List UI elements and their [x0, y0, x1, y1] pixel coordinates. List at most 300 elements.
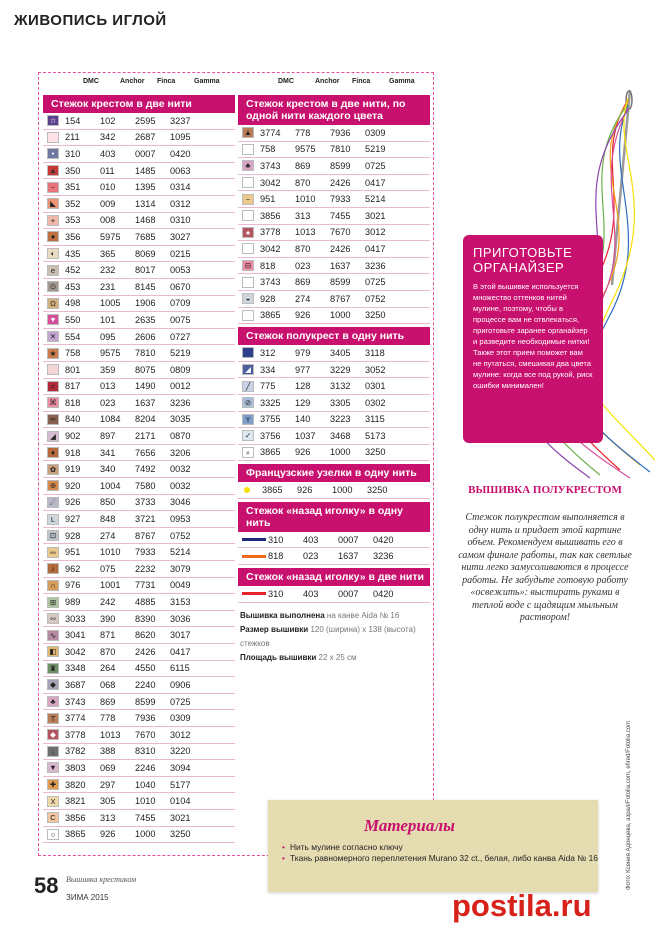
table-row	[43, 777, 235, 794]
cell-dmc: 452	[65, 265, 81, 276]
cell-finca: 8767	[135, 530, 156, 541]
color-symbol-icon: ∾	[47, 547, 59, 558]
cell-gamma: 0215	[170, 248, 191, 259]
cell-dmc: 927	[65, 514, 81, 525]
cell-dmc: 775	[260, 381, 276, 392]
color-symbol-icon: ✂	[47, 414, 59, 425]
color-symbol-icon: ◆	[47, 679, 59, 690]
cell-gamma: 0725	[365, 160, 386, 171]
color-symbol-icon: ◢	[242, 364, 254, 375]
cell-dmc: 989	[65, 597, 81, 608]
cell-anchor: 926	[295, 447, 311, 458]
cell-anchor: 926	[295, 310, 311, 321]
cell-gamma: 0310	[170, 215, 191, 226]
cell-finca: 3721	[135, 514, 156, 525]
cell-finca: 8145	[135, 281, 156, 292]
cell-dmc: 3865	[260, 310, 281, 321]
cell-anchor: 1013	[295, 227, 316, 238]
cell-gamma: 3236	[373, 551, 394, 562]
column-headers	[238, 78, 430, 92]
cell-finca: 7492	[135, 464, 156, 475]
cell-finca: 3405	[330, 347, 351, 358]
color-symbol-icon: Y	[242, 414, 254, 425]
color-symbol-icon: ★	[47, 348, 59, 359]
color-symbol-icon: ●	[47, 231, 59, 242]
cell-dmc: 550	[65, 314, 81, 325]
cell-dmc: 818	[65, 397, 81, 408]
table-row	[43, 412, 235, 429]
col-dmc: DMC	[278, 78, 294, 85]
cell-dmc: 3774	[65, 713, 86, 724]
table-row	[238, 208, 430, 225]
table-row	[43, 793, 235, 810]
section-title: Стежок «назад иголку» в одну нить	[238, 502, 430, 532]
cell-dmc: 818	[268, 551, 284, 562]
cell-finca: 8599	[330, 160, 351, 171]
table-row	[43, 644, 235, 661]
info-size-value: 120 (ширина) x 138 (высота) стежков	[240, 624, 416, 648]
color-symbol-icon: ∿	[47, 630, 59, 641]
cell-dmc: 310	[268, 588, 284, 599]
cell-dmc: 3865	[260, 447, 281, 458]
cell-anchor: 342	[100, 132, 116, 143]
cell-dmc: 351	[65, 182, 81, 193]
table-row	[43, 627, 235, 644]
cell-dmc: 962	[65, 563, 81, 574]
cell-anchor: 926	[297, 485, 313, 496]
table-row	[238, 345, 430, 362]
col-gamma: Gamma	[194, 78, 220, 85]
color-symbol-icon: X	[47, 796, 59, 807]
cell-gamma: 3021	[365, 210, 386, 221]
magazine-logo: Вышивка крестиком	[66, 875, 137, 884]
cell-anchor: 871	[100, 630, 116, 641]
table-row	[43, 279, 235, 296]
cell-anchor: 1010	[295, 194, 316, 205]
info-area	[240, 651, 430, 665]
organizer-tip-box	[463, 235, 603, 443]
section-title: Французские узелки в одну нить	[238, 464, 430, 482]
cell-anchor: 102	[100, 115, 116, 126]
cell-dmc: 3743	[260, 277, 281, 288]
cell-dmc: 3778	[260, 227, 281, 238]
cell-anchor: 340	[100, 464, 116, 475]
table-row	[43, 312, 235, 329]
color-key-left	[43, 78, 235, 843]
cell-gamma: 0727	[170, 331, 191, 342]
table-row	[238, 158, 430, 175]
cell-anchor: 870	[100, 646, 116, 657]
cell-anchor: 140	[295, 414, 311, 425]
cell-gamma: 0309	[170, 713, 191, 724]
cell-anchor: 5975	[100, 231, 121, 242]
table-row	[238, 308, 430, 325]
cell-dmc: 3687	[65, 679, 86, 690]
cell-finca: 8767	[330, 293, 351, 304]
cell-anchor: 1005	[100, 298, 121, 309]
cell-dmc: 3820	[65, 779, 86, 790]
cell-finca: 7936	[135, 713, 156, 724]
info-size-label: Размер вышивки	[240, 624, 309, 634]
table-row	[43, 461, 235, 478]
cell-gamma: 3094	[170, 762, 191, 773]
cell-anchor: 101	[100, 314, 116, 325]
cell-dmc: 840	[65, 414, 81, 425]
cell-gamma: 3021	[170, 812, 191, 823]
color-symbol-icon	[242, 243, 254, 254]
cell-finca: 2240	[135, 679, 156, 690]
cell-anchor: 850	[100, 497, 116, 508]
cell-finca: 2606	[135, 331, 156, 342]
cell-finca: 7656	[135, 447, 156, 458]
color-symbol-icon: ◆	[47, 729, 59, 740]
cell-anchor: 926	[100, 829, 116, 840]
cell-anchor: 023	[303, 551, 319, 562]
cell-dmc: 817	[65, 381, 81, 392]
cell-anchor: 341	[100, 447, 116, 458]
color-symbol-icon: ◣	[47, 198, 59, 209]
color-symbol-icon: ♜	[47, 663, 59, 674]
cell-dmc: 3865	[262, 485, 283, 496]
cell-dmc: 3041	[65, 630, 86, 641]
cell-finca: 0007	[135, 148, 156, 159]
info-done-label: Вышивка выполнена	[240, 610, 325, 620]
table-row	[43, 146, 235, 163]
table-row	[43, 827, 235, 844]
cell-gamma: 0312	[170, 198, 191, 209]
cell-dmc: 3042	[65, 646, 86, 657]
cell-gamma: 3046	[170, 497, 191, 508]
cell-gamma: 3153	[170, 597, 191, 608]
cell-anchor: 388	[100, 746, 116, 757]
table-row	[43, 594, 235, 611]
info-area-value: 22 x 25 см	[316, 652, 357, 662]
cell-gamma: 0725	[170, 696, 191, 707]
cell-finca: 1000	[330, 447, 351, 458]
cell-finca: 2687	[135, 132, 156, 143]
color-symbol-icon: ▼	[47, 762, 59, 773]
table-row	[238, 258, 430, 275]
table-row	[43, 262, 235, 279]
color-symbol-icon	[242, 310, 254, 321]
cell-finca: 1637	[338, 551, 359, 562]
cell-dmc: 334	[260, 364, 276, 375]
table-row	[43, 727, 235, 744]
color-symbol-icon: ▲	[47, 165, 59, 176]
color-symbol-icon: ✿	[47, 464, 59, 475]
color-symbol-icon: ◐	[47, 248, 59, 259]
cell-finca: 7685	[135, 231, 156, 242]
cell-gamma: 3250	[170, 829, 191, 840]
cell-anchor: 359	[100, 364, 116, 375]
color-symbol-icon: ∾	[47, 613, 59, 624]
table-row	[238, 378, 430, 395]
materials-list	[268, 842, 598, 864]
table-row	[43, 445, 235, 462]
page-header-title: ЖИВОПИСЬ ИГЛОЙ	[14, 12, 167, 29]
cell-anchor: 128	[295, 381, 311, 392]
cell-dmc: 154	[65, 115, 81, 126]
table-row	[43, 329, 235, 346]
table-row	[43, 428, 235, 445]
organizer-title: ПРИГОТОВЬТЕ ОРГАНАЙЗЕР	[473, 245, 573, 275]
info-done-value: на канве Aida № 16	[324, 610, 400, 620]
color-symbol-icon: ↓	[47, 746, 59, 757]
cell-anchor: 1004	[100, 480, 121, 491]
cell-anchor: 232	[100, 265, 116, 276]
col-gamma: Gamma	[389, 78, 415, 85]
color-symbol-icon: ✓	[242, 430, 254, 441]
cell-finca: 1906	[135, 298, 156, 309]
cell-anchor: 129	[295, 397, 311, 408]
cell-anchor: 313	[100, 812, 116, 823]
french-knot-icon	[244, 487, 250, 493]
cell-gamma: 3036	[170, 613, 191, 624]
table-row	[43, 246, 235, 263]
cell-dmc: 976	[65, 580, 81, 591]
cell-gamma: 0075	[170, 314, 191, 325]
cell-dmc: 920	[65, 480, 81, 491]
cell-anchor: 848	[100, 514, 116, 525]
table-row	[43, 163, 235, 180]
table-row	[238, 548, 430, 565]
cell-gamma: 3250	[365, 447, 386, 458]
cell-finca: 8017	[135, 265, 156, 276]
half-cross-text: Стежок полукрестом выполняется в одну нить и придает этой картине объем. Рекомендуем вышивать его в самом финале работы, так как светлые нити легко замусоливаются в процессе работы. Не забудьте готовую работу «освежить»: выстирать руками в теплой воде с щадящим мыльным раствором!	[458, 512, 632, 623]
color-symbol-icon: ◢	[47, 431, 59, 442]
table-row	[238, 142, 430, 159]
info-done	[240, 609, 430, 623]
cell-gamma: 5177	[170, 779, 191, 790]
cell-finca: 8599	[330, 277, 351, 288]
cell-dmc: 801	[65, 364, 81, 375]
cell-gamma: 0420	[170, 148, 191, 159]
cell-anchor: 009	[100, 198, 116, 209]
cell-anchor: 011	[100, 165, 115, 176]
cell-dmc: 3325	[260, 397, 281, 408]
cell-finca: 3229	[330, 364, 351, 375]
cell-anchor: 1010	[100, 547, 121, 558]
table-row	[238, 225, 430, 242]
cell-finca: 7810	[135, 348, 156, 359]
column-headers	[43, 78, 235, 92]
cell-gamma: 5219	[170, 348, 191, 359]
table-row	[238, 175, 430, 192]
table-row	[43, 611, 235, 628]
cell-gamma: 0012	[170, 381, 191, 392]
cell-dmc: 3821	[65, 796, 86, 807]
cell-gamma: 3027	[170, 231, 191, 242]
cell-anchor: 231	[100, 281, 116, 292]
col-anchor: Anchor	[315, 78, 340, 85]
materials-item: • Ткань равномерного переплетения Murano 32 ct., белая, либо канва Aida № 16	[282, 853, 598, 864]
section-title: Стежок крестом в две нити, по одной нити каждого цвета	[238, 95, 430, 125]
section-title: Стежок «назад иголку» в две нити	[238, 568, 430, 586]
cell-gamma: 0709	[170, 298, 191, 309]
cell-dmc: 758	[260, 144, 276, 155]
cell-anchor: 068	[100, 679, 116, 690]
cell-dmc: 928	[260, 293, 276, 304]
section-title: Стежок крестом в две нити	[43, 95, 235, 113]
table-row	[43, 229, 235, 246]
cell-anchor: 897	[100, 431, 116, 442]
table-row	[238, 586, 430, 603]
backstitch-line-icon	[242, 555, 266, 558]
cell-anchor: 977	[295, 364, 311, 375]
cell-gamma: 3115	[365, 414, 385, 425]
cell-finca: 7455	[330, 210, 351, 221]
cell-finca: 7933	[135, 547, 156, 558]
cell-gamma: 0053	[170, 265, 191, 276]
color-symbol-icon	[242, 347, 254, 358]
cell-gamma: 3052	[365, 364, 386, 375]
color-symbol-icon: ◧	[47, 646, 59, 657]
cell-finca: 1000	[332, 485, 353, 496]
cell-gamma: 0417	[365, 243, 386, 254]
table-row	[238, 241, 430, 258]
cell-dmc: 3778	[65, 729, 86, 740]
cell-anchor: 075	[100, 563, 116, 574]
materials-box	[268, 800, 598, 892]
cell-finca: 8599	[135, 696, 156, 707]
cell-anchor: 069	[100, 762, 116, 773]
table-row	[238, 532, 430, 549]
cell-dmc: 3743	[65, 696, 86, 707]
cell-gamma: 3237	[170, 115, 191, 126]
color-symbol-icon: ♪	[47, 563, 59, 574]
cell-finca: 2426	[330, 243, 351, 254]
cell-gamma: 0049	[170, 580, 191, 591]
cell-finca: 8310	[135, 746, 156, 757]
cell-finca: 1395	[135, 182, 156, 193]
color-symbol-icon: T	[47, 713, 59, 724]
table-row	[238, 428, 430, 445]
photo-credit: Фото: Ксения Адонцева, азрал/Fotolia.com, efired/Fotolia.com	[626, 720, 632, 890]
cell-anchor: 778	[100, 713, 116, 724]
cell-anchor: 297	[100, 779, 116, 790]
cell-dmc: 3743	[260, 160, 281, 171]
table-row	[43, 478, 235, 495]
cell-gamma: 5214	[170, 547, 191, 558]
table-row	[43, 528, 235, 545]
cell-anchor: 305	[100, 796, 116, 807]
cell-finca: 7670	[135, 729, 156, 740]
cell-anchor: 095	[100, 331, 116, 342]
cell-anchor: 023	[295, 260, 311, 271]
color-symbol-icon: ✚	[47, 779, 59, 790]
cell-gamma: 1095	[170, 132, 191, 143]
cell-finca: 7810	[330, 144, 351, 155]
page-number: 58	[34, 873, 59, 898]
cell-finca: 1314	[135, 198, 156, 209]
cell-dmc: 356	[65, 231, 81, 242]
cell-gamma: 0670	[170, 281, 191, 292]
cell-finca: 2232	[135, 563, 156, 574]
table-row	[43, 810, 235, 827]
cell-gamma: 6115	[170, 663, 190, 674]
cell-gamma: 0032	[170, 480, 191, 491]
cell-anchor: 365	[100, 248, 116, 259]
cell-anchor: 274	[295, 293, 311, 304]
cell-anchor: 1037	[295, 430, 316, 441]
cell-dmc: 310	[268, 534, 284, 545]
color-symbol-icon	[242, 210, 254, 221]
cell-gamma: 3035	[170, 414, 191, 425]
cell-dmc: 928	[65, 530, 81, 541]
cell-finca: 8069	[135, 248, 156, 259]
color-symbol-icon: ◒	[242, 293, 254, 304]
color-key-right	[238, 78, 430, 665]
info-size	[240, 623, 430, 651]
cell-gamma: 0032	[170, 464, 191, 475]
table-row	[43, 710, 235, 727]
cell-gamma: 0063	[170, 165, 191, 176]
cell-anchor: 869	[100, 696, 116, 707]
color-symbol-icon: ☆	[47, 115, 59, 126]
cell-gamma: 3012	[170, 729, 191, 740]
cell-finca: 2595	[135, 115, 156, 126]
cell-gamma: 3250	[367, 485, 388, 496]
cell-anchor: 264	[100, 663, 116, 674]
cell-gamma: 5173	[365, 430, 386, 441]
cell-anchor: 1013	[100, 729, 121, 740]
color-symbol-icon: =	[47, 381, 59, 392]
col-finca: Finca	[157, 78, 176, 85]
table-row	[238, 274, 430, 291]
cell-dmc: 352	[65, 198, 81, 209]
cell-dmc: 554	[65, 331, 81, 342]
cell-gamma: 0752	[365, 293, 386, 304]
color-symbol-icon: ♠	[242, 227, 254, 238]
cell-dmc: 3782	[65, 746, 86, 757]
table-row	[43, 495, 235, 512]
cell-dmc: 3803	[65, 762, 86, 773]
table-row	[238, 445, 430, 462]
color-symbol-icon	[242, 277, 254, 288]
cell-dmc: 3856	[260, 210, 281, 221]
cell-anchor: 9575	[295, 144, 316, 155]
cell-anchor: 023	[100, 397, 116, 408]
backstitch-line-icon	[242, 592, 266, 595]
table-row	[43, 694, 235, 711]
cell-anchor: 010	[100, 182, 116, 193]
cell-finca: 3223	[330, 414, 351, 425]
cell-gamma: 0417	[365, 177, 386, 188]
cell-finca: 7731	[135, 580, 156, 591]
color-symbol-icon	[242, 144, 254, 155]
cell-finca: 1468	[135, 215, 156, 226]
cell-finca: 8620	[135, 630, 156, 641]
cell-gamma: 0417	[170, 646, 191, 657]
cell-anchor: 869	[295, 277, 311, 288]
cell-dmc: 211	[65, 132, 80, 143]
cell-finca: 4885	[135, 597, 156, 608]
cell-finca: 1000	[330, 310, 351, 321]
watermark: postila.ru	[452, 888, 592, 923]
table-row	[43, 130, 235, 147]
table-row	[43, 661, 235, 678]
cell-finca: 8075	[135, 364, 156, 375]
cell-finca: 1637	[330, 260, 351, 271]
cell-dmc: 310	[65, 148, 81, 159]
cell-dmc: 818	[260, 260, 276, 271]
cell-gamma: 0301	[365, 381, 386, 392]
color-symbol-icon	[47, 364, 59, 375]
materials-item: • Нить мулине согласно ключу	[282, 842, 598, 853]
table-row	[43, 179, 235, 196]
cell-gamma: 0420	[373, 534, 394, 545]
color-symbol-icon: ╱	[242, 381, 254, 392]
